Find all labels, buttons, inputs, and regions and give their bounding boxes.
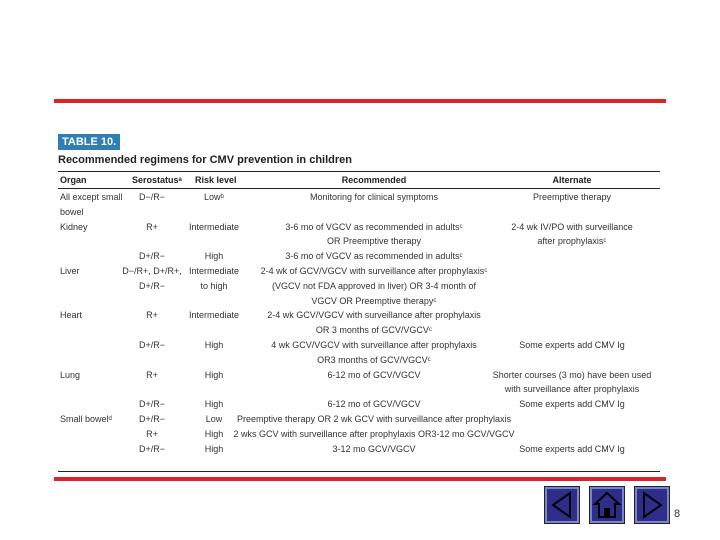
cell-serostatus: R+ <box>146 369 158 380</box>
cell-risk-level: High <box>204 369 224 380</box>
back-arrow-icon <box>545 487 579 523</box>
cell-organ: Lung <box>60 369 81 380</box>
back-button[interactable] <box>544 486 580 524</box>
cell-alternate: Shorter courses (3 mo) have been used <box>492 369 652 380</box>
cell-serostatus: D+/R− <box>138 414 166 424</box>
cell-recommended: 3-6 mo of VGCV as recommended in adultsᶜ <box>285 251 463 262</box>
cell-risk-level: Lowᵇ <box>204 192 224 202</box>
cell-serostatus: D−/R+, D+/R+, <box>122 266 182 276</box>
cell-organ: Liver <box>60 266 80 276</box>
cell-risk-level: High <box>204 428 224 439</box>
cell-recommended: 2-4 wk of GCV/VGCV with surveillance after prophylaxisᶜ <box>260 266 488 276</box>
cell-recommended: 3-6 mo of VGCV as recommended in adultsᶜ <box>285 221 463 232</box>
cell-serostatus: D+/R− <box>138 443 166 454</box>
cell-serostatus: D+/R− <box>138 280 166 291</box>
cell-alternate: Some experts add CMV Ig <box>519 399 625 410</box>
table-figure <box>58 132 660 472</box>
table-bottom-rule <box>58 471 660 472</box>
cell-recommended: 6-12 mo of GCV/VGCV <box>327 369 421 380</box>
cell-recommended: Preemptive therapy OR 2 wk GCV with surveillance after prophylaxis <box>236 414 512 424</box>
cell-organ: Heart <box>60 310 83 321</box>
cell-alternate: with surveillance after prophylaxis <box>504 384 640 395</box>
page-number: 8 <box>674 508 681 520</box>
cell-alternate: Some experts add CMV Ig <box>519 340 625 350</box>
cell-recommended: 3-12 mo GCV/VGCV <box>332 443 416 454</box>
cell-recommended: VGCV OR Preemptive therapyᶜ <box>311 295 437 306</box>
forward-arrow-icon <box>635 487 669 523</box>
cell-recommended: OR3 months of GCV/VGCVᶜ <box>317 354 431 365</box>
cell-risk-level: Intermediate <box>188 310 240 321</box>
cell-recommended: Monitoring for clinical symptoms <box>309 192 439 202</box>
cell-risk-level: High <box>204 443 224 454</box>
cell-recommended: 6-12 mo of GCV/VGCV <box>327 399 421 410</box>
cell-alternate: Some experts add CMV Ig <box>519 443 625 454</box>
cell-serostatus: D+/R− <box>138 340 166 350</box>
cell-alternate: Preemptive therapy <box>532 192 612 202</box>
table-header <box>58 172 660 188</box>
cell-risk-level: Low <box>205 414 223 424</box>
cell-risk-level: to high <box>200 280 228 291</box>
cell-risk-level: Intermediate <box>188 221 240 232</box>
cell-recommended: OR 3 months of GCV/VGCVᶜ <box>315 325 433 336</box>
column-header-alternate: Alternate <box>552 175 592 185</box>
cell-serostatus: D+/R− <box>138 399 166 410</box>
home-button[interactable] <box>589 486 625 524</box>
cell-serostatus: R+ <box>146 310 158 321</box>
cell-risk-level: High <box>204 251 224 262</box>
cell-risk-level: High <box>204 340 224 350</box>
cell-serostatus: R+ <box>146 428 158 439</box>
cell-serostatus: D−/R− <box>138 192 166 202</box>
cell-alternate: after prophylaxisᶜ <box>537 236 607 247</box>
cell-organ: Small bowelᵈ <box>60 414 112 424</box>
cell-recommended: (VGCV not FDA approved in liver) OR 3-4 month of <box>271 280 477 291</box>
top-red-rule <box>54 99 666 103</box>
cell-risk-level: High <box>204 399 224 410</box>
home-icon <box>590 487 624 523</box>
bottom-red-rule <box>54 477 666 481</box>
cell-alternate: 2-4 wk IV/PO with surveillance <box>511 221 633 232</box>
cell-recommended: 4 wk GCV/VGCV with surveillance after prophylaxis <box>271 340 477 350</box>
cell-serostatus: D+/R− <box>138 251 166 262</box>
column-header-organ: Organ <box>60 175 87 185</box>
cell-organ: All except small <box>60 192 123 202</box>
forward-button[interactable] <box>634 486 670 524</box>
cell-risk-level: Intermediate <box>188 266 240 276</box>
table-body <box>58 189 660 471</box>
cell-organ: bowel <box>60 206 84 217</box>
column-header-recommended: Recommended <box>341 175 407 185</box>
cell-serostatus: R+ <box>146 221 158 232</box>
cell-recommended: 2-4 wk GCV/VGCV with surveillance after prophylaxis <box>267 310 481 321</box>
column-header-risk-level: Risk level <box>195 175 237 185</box>
cell-organ: Kidney <box>60 221 88 232</box>
cell-recommended: OR Preemptive therapy <box>326 236 422 247</box>
table-caption: Recommended regimens for CMV prevention in children <box>58 154 352 166</box>
table-label: TABLE 10. <box>58 134 120 150</box>
cell-recommended: 2 wks GCV with surveillance after prophylaxis OR3-12 mo GCV/VGCV <box>233 428 515 439</box>
column-header-serostatus: Serostatusᵃ <box>132 175 182 185</box>
